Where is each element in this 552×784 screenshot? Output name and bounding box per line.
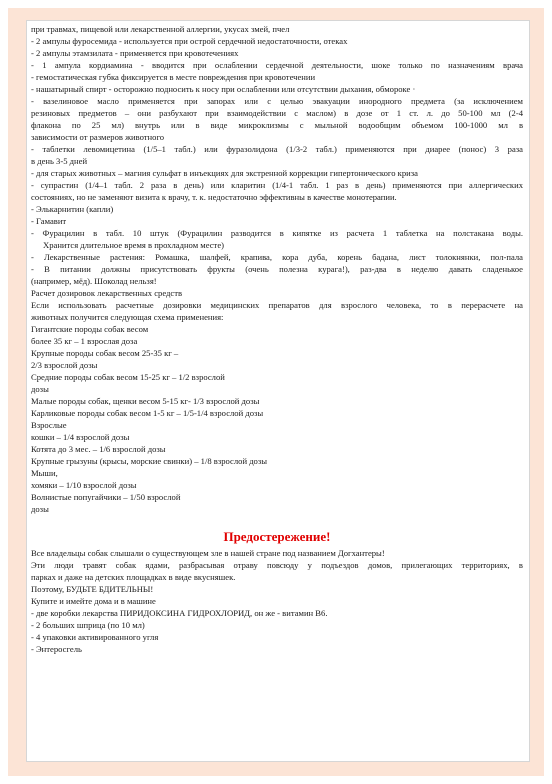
text-line: Крупные грызуны (крысы, морские свинки) – 1/8 взрослой дозы [31,456,268,466]
text-line: более 35 кг – 1 взрослая доза [31,336,138,346]
text-line: флакона по 25 мл) внутрь или в виде микроклизмы с мыльной водообщим объемом 100-1000 мл в [31,120,523,130]
text-line: - Гамавит [31,216,67,226]
page-background [8,8,544,776]
text-line: - Энтеросгель [31,644,82,654]
document-sheet [26,20,530,762]
text-line: Волнистые попугайчики – 1/50 взрослой [31,492,181,502]
text-line: - для старых животных – магния сульфат в инъекциях для экстренной коррекции гипертонического криза [31,168,418,178]
text-line: хомяки – 1/10 взрослой дозы [31,480,137,490]
text-line: Купите и имейте дома и в машине [31,596,156,606]
text-line: - 2 ампулы этамзилата - применяется при кровотечениях [31,48,239,58]
text-line: Эти люди травят собак ядами, разбрасывая отраву повсюду у подъездов домов, прилегающих территориях, в [31,560,523,570]
text-line: Малые породы собак, щенки весом 5-15 кг- 1/3 взрослой дозы [31,396,260,406]
text-line: кошки – 1/4 взрослой дозы [31,432,130,442]
text-line: животных получится следующая схема применения: [31,312,224,322]
text-line: парках и даже на детских площадках в виде вкусняшек. [31,572,236,582]
text-line: - нашатырный спирт - осторожно подносить к носу при ослаблении или отсутствии дыхания, обмороке · [31,84,416,94]
spacer [31,515,523,527]
text-line: Гигантские породы собак весом [31,324,149,334]
text-line: - Лекарственные растения: Ромашка, шалфей, крапива, кора дуба, корень бадана, лист толокнянки, пол-пала [31,252,523,262]
text-line: Карликовые породы собак весом 1-5 кг – 1/5-1/4 взрослой дозы [31,408,264,418]
text-line: Если использовать расчетные дозировки медицинских препаратов для взрослого человека, то в перерасчете на [31,300,523,310]
text-line: - 2 больших шприца (по 10 мл) [31,620,145,630]
text-line: в день 3-5 дней [31,156,88,166]
text-line: дозы [31,504,49,514]
text-line: - 4 упаковки активированного угля [31,632,159,642]
text-line: - таблетки левомицетина (1/5–1 табл.) или фуразолидона (1/3-2 табл.) применяются при диарее (понос) 3 раза [31,144,523,154]
warning-heading: Предостережение! [223,529,331,544]
text-line: при травмах, пищевой или лекарственной аллергии, укусах змей, пчел [31,24,290,34]
text-line: Средние породы собак весом 15-25 кг – 1/2 взрослой [31,372,225,382]
text-line: резиновых предметов – они разбухают при взаимодействии с маслом) в дозе от 1 ст. л. до 50-100 мл (2-4 [31,108,523,118]
text-line: Хранится длительное время в прохладном месте) [43,240,224,250]
text-line: - супрастин (1/4–1 табл. 2 раза в день) или кларитин (1/4-1 табл. 1 раз в день) применяются при аллергических [31,180,523,190]
text-line: зависимости от размеров животного [31,132,165,142]
text-line: Расчет дозировок лекарственных средств [31,288,183,298]
text-line: - две коробки лекарства ПИРИДОКСИНА ГИДРОХЛОРИД, он же - витамин В6. [31,608,328,618]
text-line: - В питании должны присутствовать фрукты (очень полезна курага!), раз-два в неделю давать сладенькое [31,264,523,274]
text-line: Взрослые [31,420,67,430]
text-line: - гемостатическая губка фиксируется в месте повреждения при кровотечении [31,72,316,82]
text-line: Крупные породы собак весом 25-35 кг – [31,348,179,358]
text-line: - Элькарнитин (капли) [31,204,114,214]
text-line: 2/3 взрослой дозы [31,360,98,370]
text-line: - вазелиновое масло применяется при запорах или с целью эвакуации инородного предмета (за исключением [31,96,523,106]
text-line: - Фурацилин в табл. 10 штук (Фурацилин разводится в кипятке из расчета 1 таблетка на полстакана воды. [31,228,523,238]
text-line: - 2 ампулы фуросемида - используется при острой сердечной недостаточности, отеках [31,36,348,46]
document-body-bottom [31,547,523,655]
text-line: Мыши, [31,468,58,478]
text-line: дозы [31,384,49,394]
text-line: (например, мёд). Шоколад нельзя! [31,276,157,286]
text-line: состояниях, но не заменяют визита к врачу, т. к. недостаточно эффективны в качестве монотерапии. [31,192,397,202]
text-line: Котята до 3 мес. – 1/6 взрослой дозы [31,444,166,454]
text-line: - 1 ампула кордиамина - вводится при ослаблении сердечной деятельности, шоке только по назначениям врача [31,60,523,70]
text-line: Все владельцы собак слышали о существующем зле в нашей стране под названием Догхантеры! [31,548,385,558]
document-body-top [31,23,523,515]
text-line: Поэтому, БУДЬТЕ БДИТЕЛЬНЫ! [31,584,154,594]
